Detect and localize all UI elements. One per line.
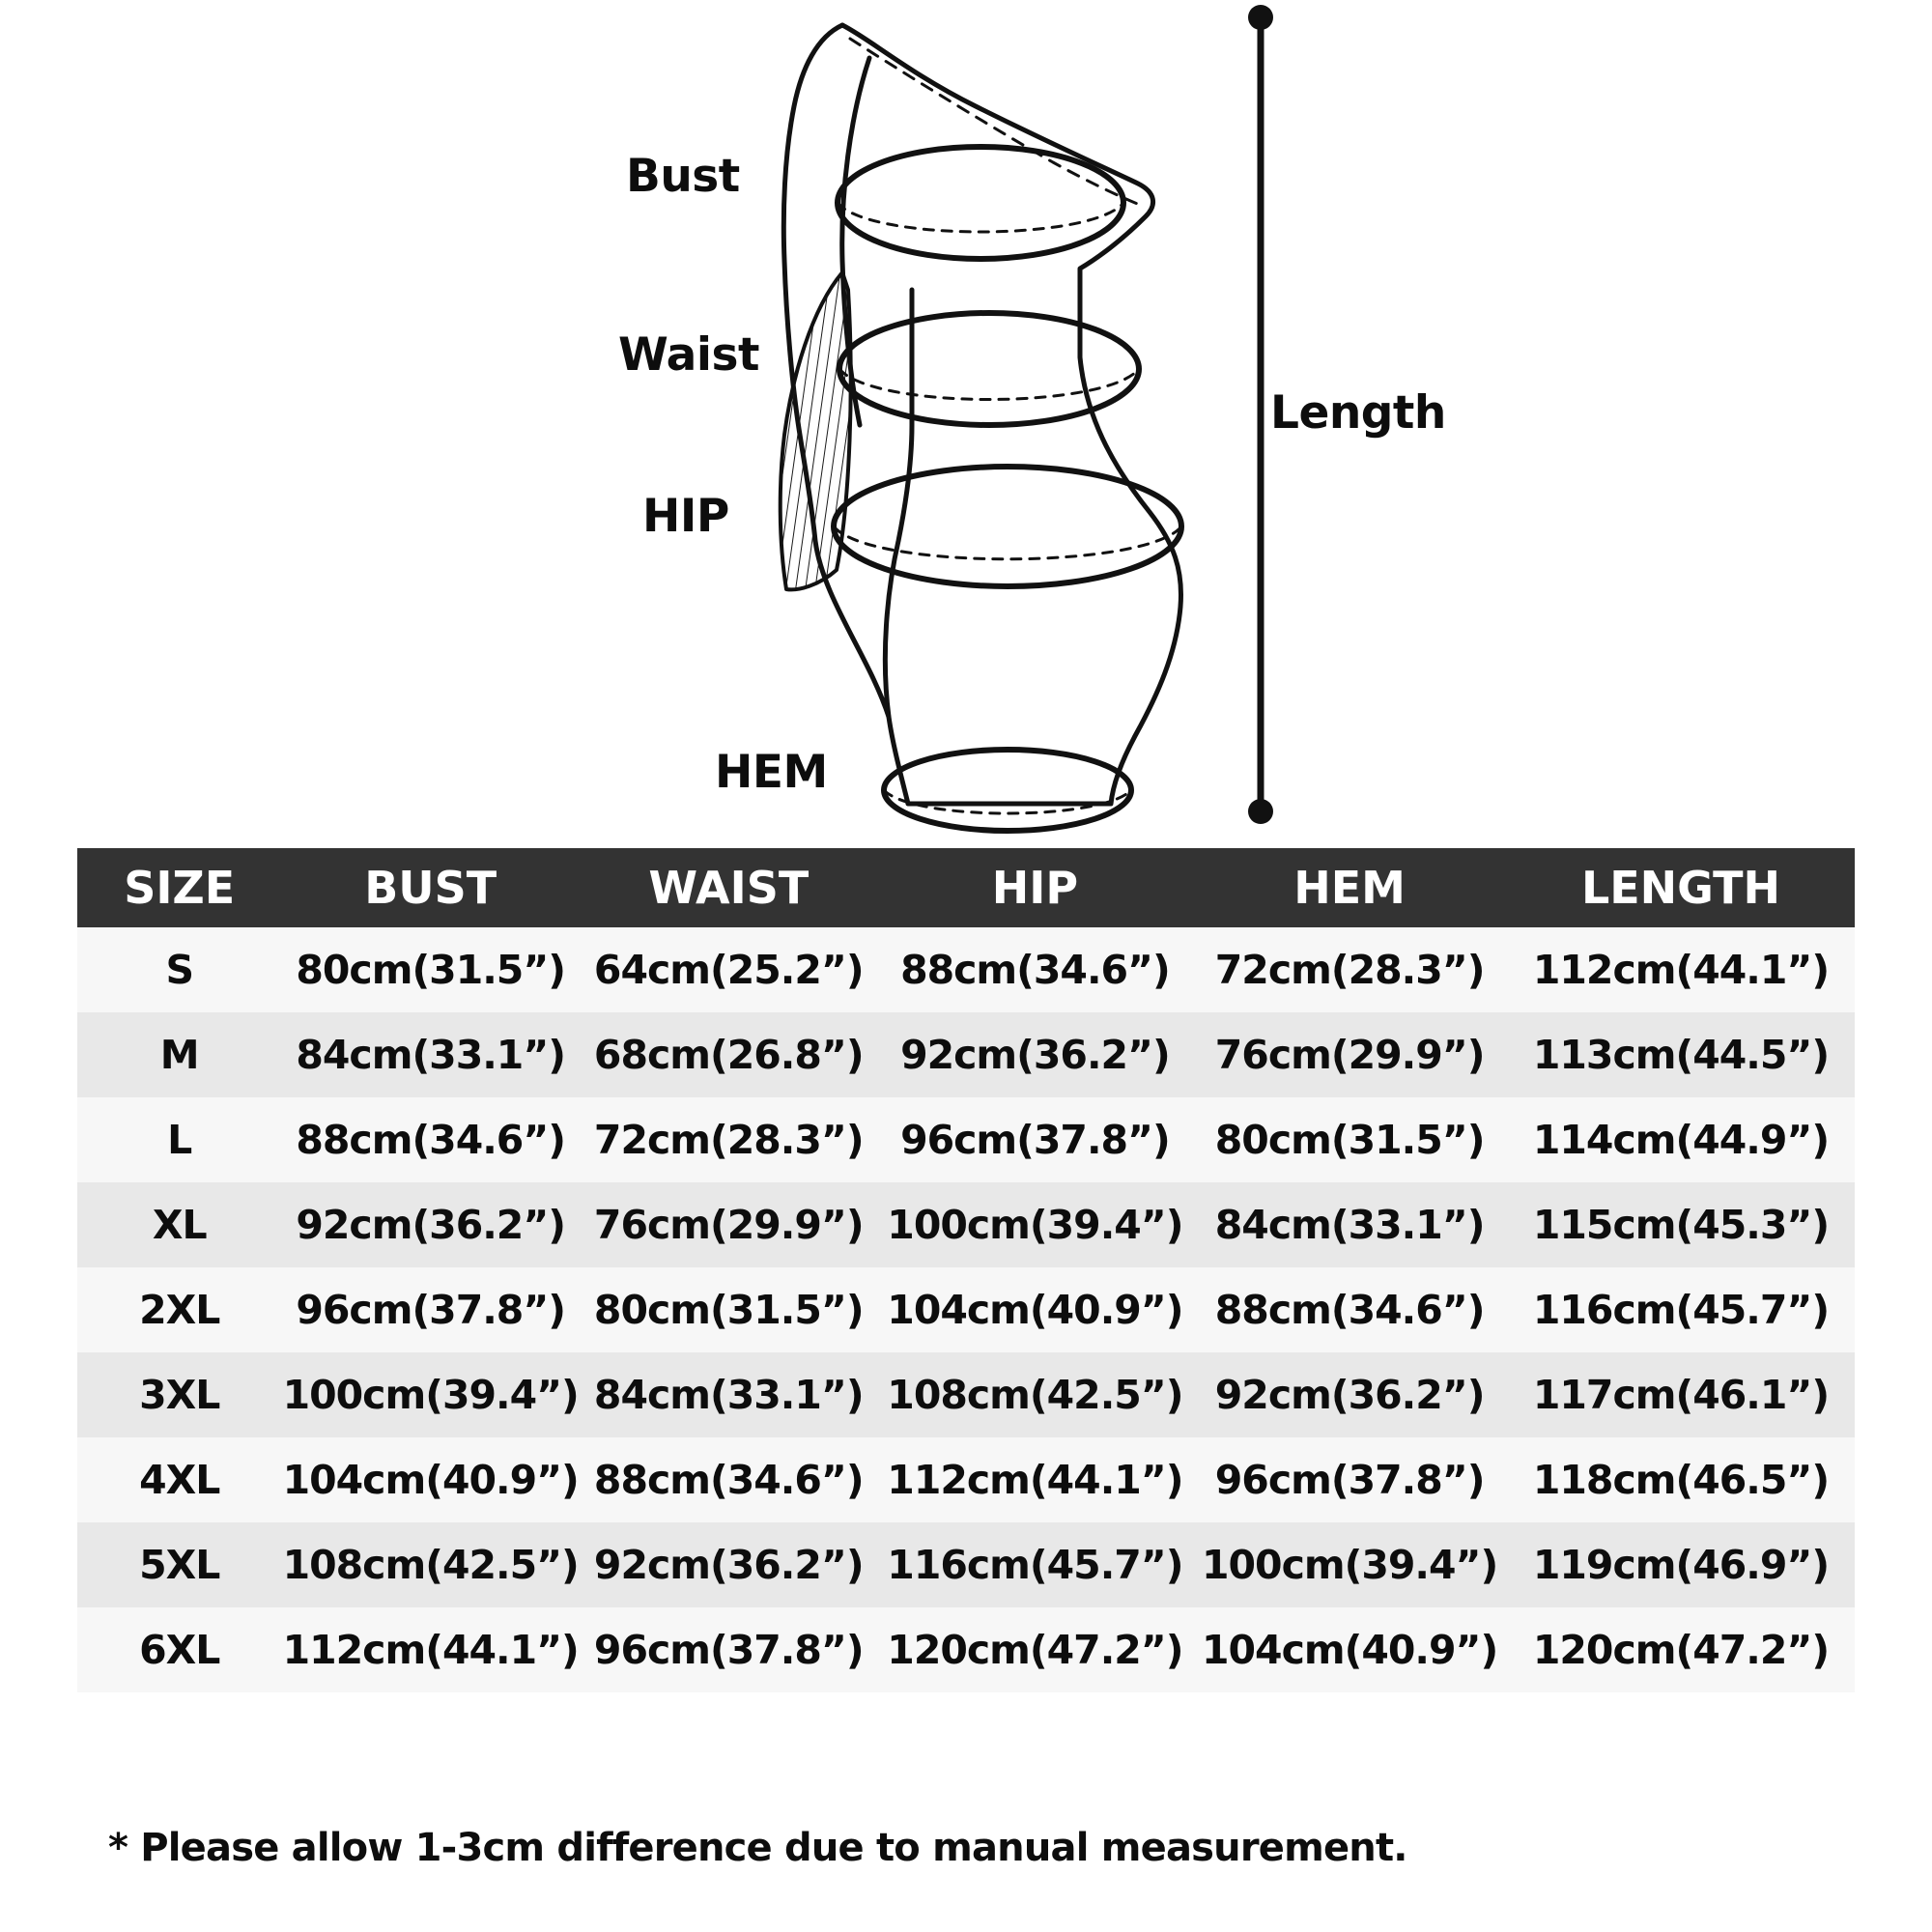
table-row (77, 1097, 1855, 1182)
cell-size: XL (77, 1182, 281, 1267)
cell-length: 120cm(47.2”) (1507, 1607, 1855, 1692)
cell-hem: 92cm(36.2”) (1192, 1352, 1507, 1437)
cell-hem: 84cm(33.1”) (1192, 1182, 1507, 1267)
cell-waist: 88cm(34.6”) (580, 1437, 878, 1522)
cell-size: M (77, 1012, 281, 1097)
table-row (77, 1012, 1855, 1097)
label-waist: Waist (618, 328, 759, 382)
cell-size: 3XL (77, 1352, 281, 1437)
cell-hem: 72cm(28.3”) (1192, 927, 1507, 1012)
cell-hip: 116cm(45.7”) (878, 1522, 1193, 1607)
cell-hip: 96cm(37.8”) (878, 1097, 1193, 1182)
cell-bust: 96cm(37.8”) (281, 1267, 580, 1352)
size-table (77, 848, 1855, 1692)
cell-hip: 104cm(40.9”) (878, 1267, 1193, 1352)
cell-waist: 80cm(31.5”) (580, 1267, 878, 1352)
cell-length: 115cm(45.3”) (1507, 1182, 1855, 1267)
cell-hip: 112cm(44.1”) (878, 1437, 1193, 1522)
measurement-footnote: * Please allow 1-3cm difference due to manual measurement. (108, 1826, 1407, 1870)
cell-hem: 100cm(39.4”) (1192, 1522, 1507, 1607)
table-row (77, 1607, 1855, 1692)
cell-waist: 76cm(29.9”) (580, 1182, 878, 1267)
cell-length: 117cm(46.1”) (1507, 1352, 1855, 1437)
cell-waist: 84cm(33.1”) (580, 1352, 878, 1437)
cell-hip: 88cm(34.6”) (878, 927, 1193, 1012)
cell-length: 116cm(45.7”) (1507, 1267, 1855, 1352)
column-header-size: SIZE (77, 848, 281, 927)
cell-hem: 104cm(40.9”) (1192, 1607, 1507, 1692)
cell-hip: 120cm(47.2”) (878, 1607, 1193, 1692)
cell-hem: 80cm(31.5”) (1192, 1097, 1507, 1182)
label-hem: HEM (715, 746, 828, 799)
table-header-row (77, 848, 1855, 927)
cell-size: L (77, 1097, 281, 1182)
size-table-container (77, 848, 1855, 1692)
cell-bust: 100cm(39.4”) (281, 1352, 580, 1437)
measurement-diagram (0, 0, 1932, 850)
cell-bust: 112cm(44.1”) (281, 1607, 580, 1692)
cell-bust: 92cm(36.2”) (281, 1182, 580, 1267)
cell-length: 119cm(46.9”) (1507, 1522, 1855, 1607)
cell-length: 118cm(46.5”) (1507, 1437, 1855, 1522)
column-header-waist: WAIST (580, 848, 878, 927)
label-length: Length (1270, 386, 1446, 440)
cell-waist: 96cm(37.8”) (580, 1607, 878, 1692)
cell-size: 5XL (77, 1522, 281, 1607)
cell-size: S (77, 927, 281, 1012)
table-row (77, 1182, 1855, 1267)
table-head (77, 848, 1855, 927)
cell-waist: 72cm(28.3”) (580, 1097, 878, 1182)
cell-size: 6XL (77, 1607, 281, 1692)
column-header-bust: BUST (281, 848, 580, 927)
column-header-hem: HEM (1192, 848, 1507, 927)
cell-bust: 84cm(33.1”) (281, 1012, 580, 1097)
label-hip: HIP (642, 490, 729, 543)
cell-hip: 92cm(36.2”) (878, 1012, 1193, 1097)
cell-length: 114cm(44.9”) (1507, 1097, 1855, 1182)
cell-hem: 76cm(29.9”) (1192, 1012, 1507, 1097)
column-header-hip: HIP (878, 848, 1193, 927)
cell-hem: 96cm(37.8”) (1192, 1437, 1507, 1522)
cell-bust: 88cm(34.6”) (281, 1097, 580, 1182)
cell-length: 113cm(44.5”) (1507, 1012, 1855, 1097)
cell-size: 4XL (77, 1437, 281, 1522)
cell-hem: 88cm(34.6”) (1192, 1267, 1507, 1352)
cell-waist: 92cm(36.2”) (580, 1522, 878, 1607)
table-body (77, 927, 1855, 1692)
cell-waist: 64cm(25.2”) (580, 927, 878, 1012)
table-row (77, 1267, 1855, 1352)
cell-bust: 108cm(42.5”) (281, 1522, 580, 1607)
cell-bust: 104cm(40.9”) (281, 1437, 580, 1522)
cell-bust: 80cm(31.5”) (281, 927, 580, 1012)
cell-waist: 68cm(26.8”) (580, 1012, 878, 1097)
cell-hip: 108cm(42.5”) (878, 1352, 1193, 1437)
table-row (77, 1352, 1855, 1437)
table-row (77, 1437, 1855, 1522)
column-header-length: LENGTH (1507, 848, 1855, 927)
dress-figure-illustration (0, 0, 1932, 850)
cell-length: 112cm(44.1”) (1507, 927, 1855, 1012)
table-row (77, 1522, 1855, 1607)
cell-size: 2XL (77, 1267, 281, 1352)
table-row (77, 927, 1855, 1012)
cell-hip: 100cm(39.4”) (878, 1182, 1193, 1267)
label-bust: Bust (626, 150, 740, 203)
